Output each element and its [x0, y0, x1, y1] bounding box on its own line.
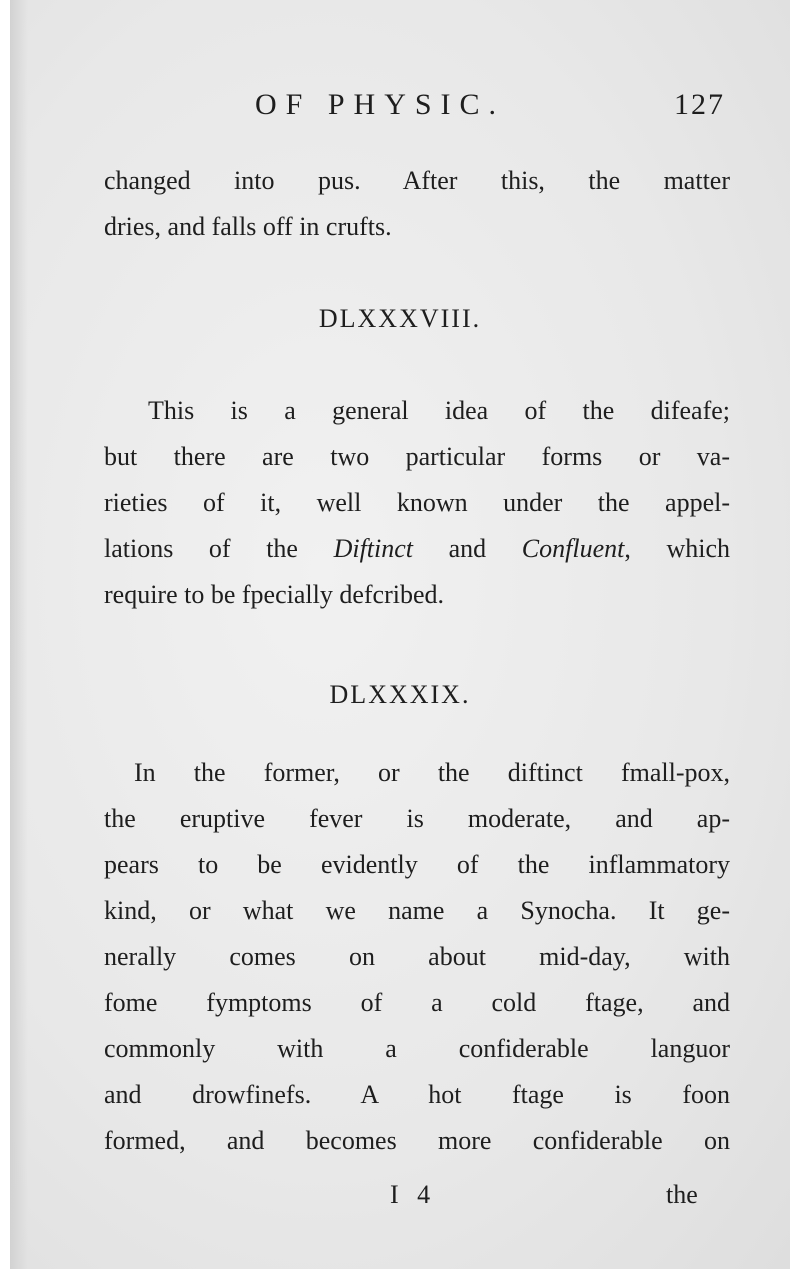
page-footer	[10, 1180, 790, 1220]
italic-term: Diftinct	[333, 534, 414, 563]
text-fragment: lations of the	[104, 534, 334, 563]
text-line: In the former, or the diftinct fmall-pox,	[134, 758, 730, 787]
section-heading: DLXXXVIII.	[318, 304, 482, 333]
text-line: require to be fpecially defcribed.	[104, 580, 444, 609]
page-header	[10, 88, 790, 138]
text-line: nerally comes on about mid-day, with	[104, 942, 730, 971]
paragraph-dlxxxviii	[104, 388, 730, 618]
text-fragment: and	[413, 534, 522, 563]
text-line: rieties of it, well known under the appel-	[104, 488, 730, 517]
signature-mark: I 4	[390, 1180, 437, 1209]
section-heading: DLXXXIX.	[329, 680, 471, 709]
catchword: the	[666, 1180, 698, 1209]
text-fragment: , which	[624, 534, 730, 563]
text-line: dries, and falls off in crufts.	[104, 212, 392, 241]
text-line: pears to be evidently of the inflammatory	[104, 850, 730, 879]
running-title: OF PHYSIC.	[255, 88, 506, 121]
text-line: but there are two particular forms or va-	[104, 442, 730, 471]
text-line: This is a general idea of the difeafe;	[148, 396, 730, 425]
text-line: kind, or what we name a Synocha. It ge-	[104, 896, 730, 925]
italic-term: Confluent	[521, 534, 625, 563]
paragraph-continuation	[104, 158, 730, 250]
text-line: formed, and becomes more confiderable on	[104, 1126, 730, 1155]
book-page	[10, 0, 790, 1269]
text-line: commonly with a confiderable languor	[104, 1034, 730, 1063]
text-line: fome fymptoms of a cold ftage, and	[104, 988, 730, 1017]
text-line: the eruptive fever is moderate, and ap-	[104, 804, 730, 833]
text-line: and drowfinefs. A hot ftage is foon	[104, 1080, 730, 1109]
paragraph-dlxxxix	[104, 750, 730, 1164]
text-line-with-italics	[104, 526, 730, 572]
text-line: changed into pus. After this, the matter	[104, 166, 730, 195]
page-number: 127	[674, 88, 725, 121]
